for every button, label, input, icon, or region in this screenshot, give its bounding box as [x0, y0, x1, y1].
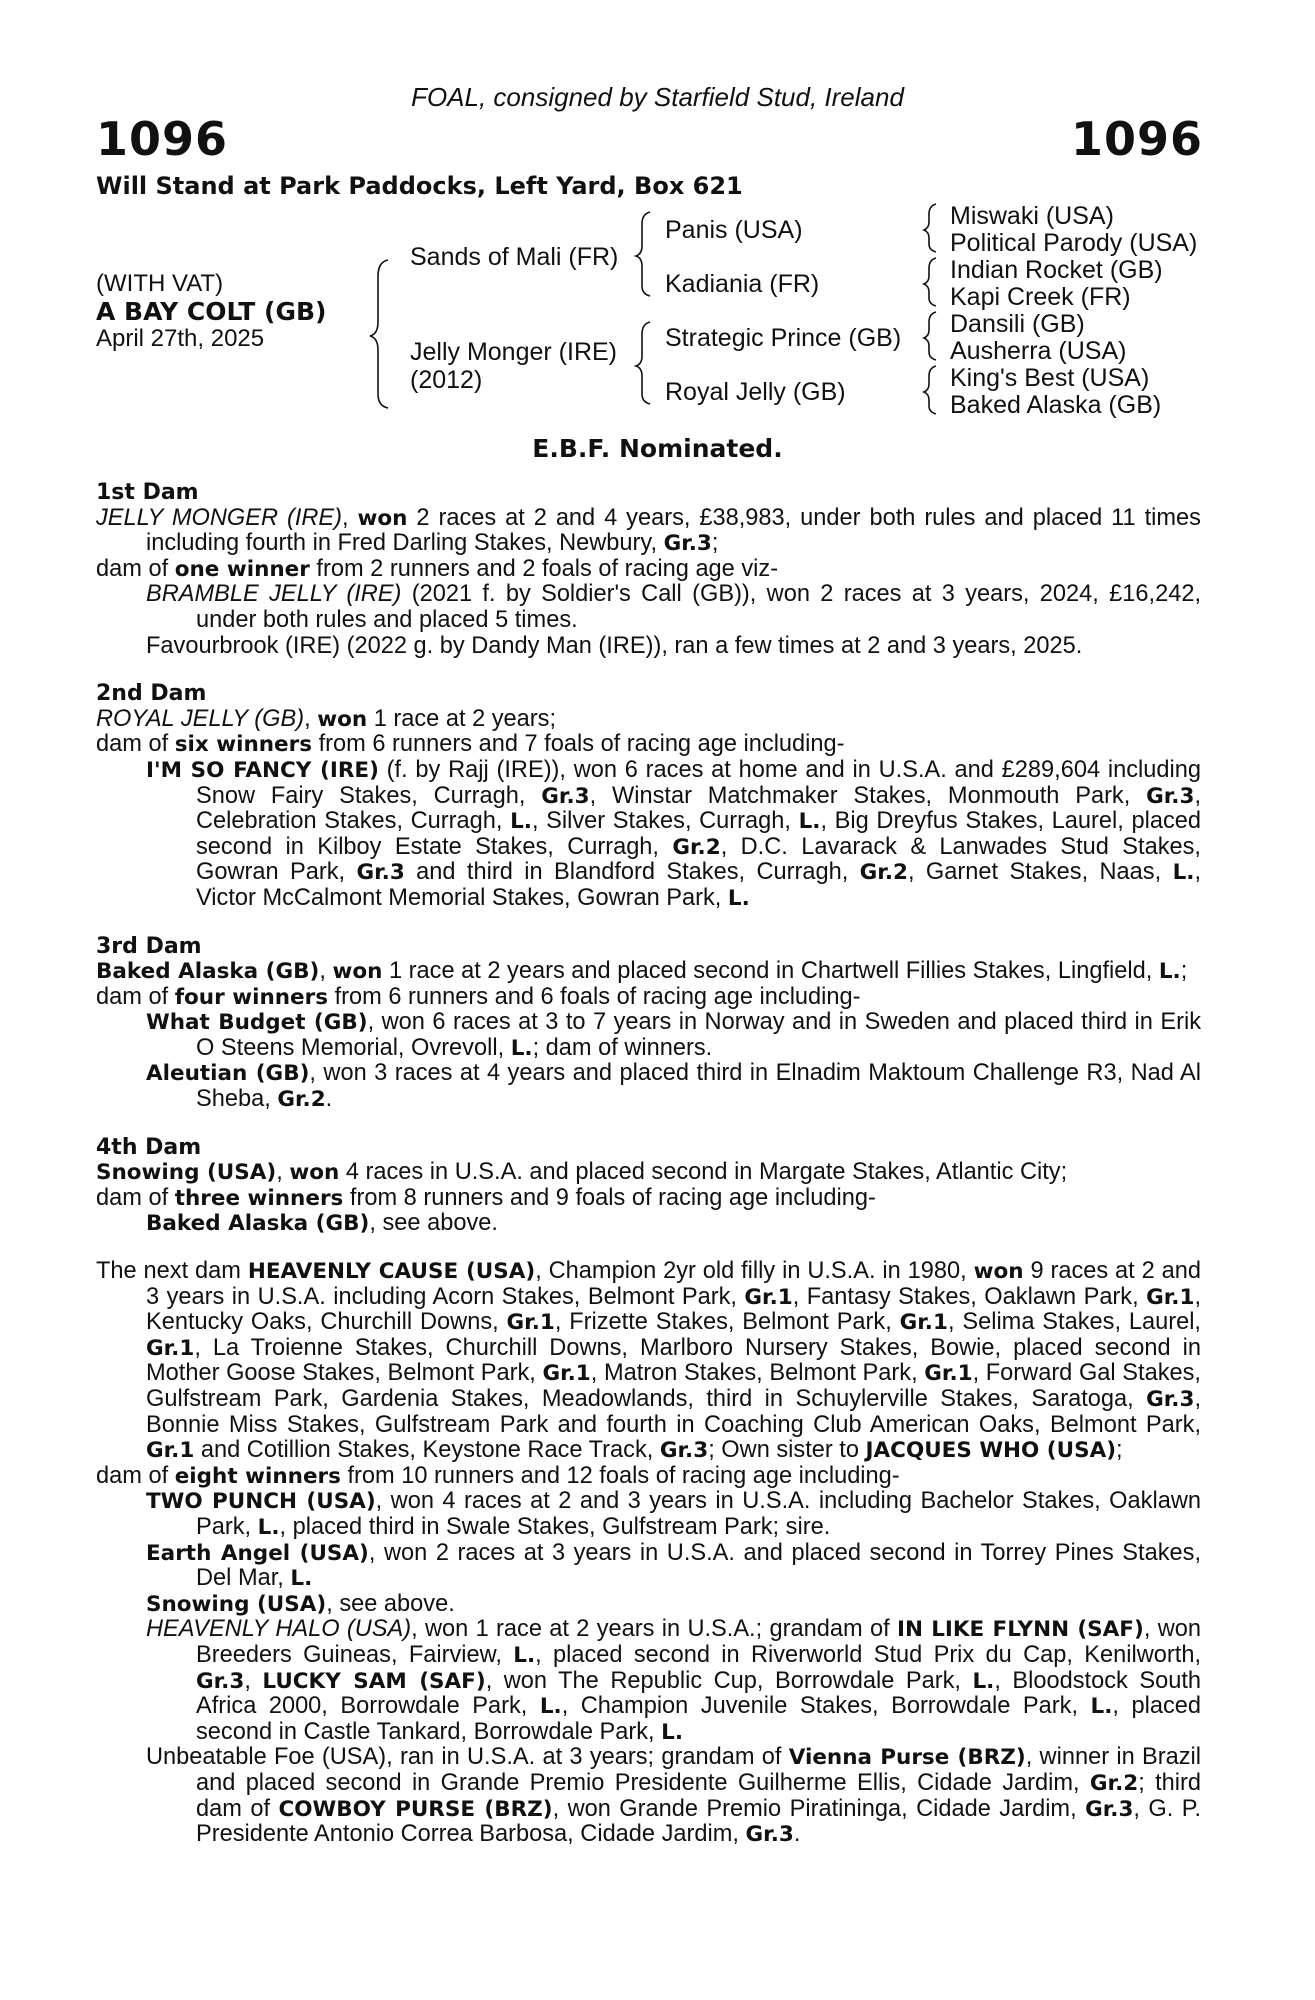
pedigree-gen3-3: Indian Rocket (GB)	[950, 256, 1163, 284]
first-dam-produce-2: Favourbrook (IRE) (2022 g. by Dandy Man (IRE)), ran a few times at 2 and 3 years, 2025.	[146, 632, 1083, 659]
fourth-dam-produce-1: Baked Alaska (GB), see above.	[146, 1210, 498, 1237]
pedigree-gen3-1: Miswaki (USA)	[950, 202, 1114, 230]
second-dam-record: ROYAL JELLY (GB), won 1 race at 2 years;	[96, 705, 557, 732]
third-dam-heading: 3rd Dam	[96, 933, 202, 959]
pedigree-dam-dam: Royal Jelly (GB)	[665, 378, 846, 406]
first-dam-heading: 1st Dam	[96, 480, 199, 505]
pedigree-gen3-5: Dansili (GB)	[950, 310, 1085, 338]
second-dam-heading: 2nd Dam	[96, 681, 207, 707]
pedigree-gen3-8: Baked Alaska (GB)	[950, 391, 1162, 419]
first-dam-record: JELLY MONGER (IRE), won 2 races at 2 and 4 years, £38,983, under both rules and placed 11 times including fourth in Fred Darling Stakes, Newbury, Gr.3;	[96, 504, 1201, 557]
third-dam-produce-summary: dam of four winners from 6 runners and 6 foals of racing age including-	[96, 983, 861, 1010]
first-dam-produce-1: BRAMBLE JELLY (IRE) (2021 f. by Soldier's Call (GB)), won 2 races at 3 years, 2024, £16,242, under both rules and placed 5 times.	[146, 581, 1201, 633]
next-dam-produce-2: Earth Angel (USA), won 2 races at 3 years in U.S.A. and placed second in Torrey Pines Stakes, Del Mar, L.	[146, 1539, 1201, 1592]
pedigree-gen3-6: Ausherra (USA)	[950, 337, 1127, 365]
fourth-dam-heading: 4th Dam	[96, 1134, 202, 1160]
fourth-dam-record: Snowing (USA), won 4 races in U.S.A. and placed second in Margate Stakes, Atlantic City;	[96, 1159, 1068, 1186]
main-brace	[370, 260, 388, 408]
dd-brace	[924, 366, 936, 414]
third-dam-record: Baked Alaska (GB), won 1 race at 2 years and placed second in Chartwell Fillies Stakes, Lingfield, L.;	[96, 958, 1188, 985]
third-dam-produce-1: What Budget (GB), won 6 races at 3 to 7 years in Norway and in Sweden and placed third in Erik O Steens Memorial, Ovrevoll, L.; dam of winners.	[146, 1009, 1201, 1061]
dam-brace	[636, 322, 650, 404]
pedigree-dam: Jelly Monger (IRE)	[410, 338, 617, 366]
next-dam-produce-5: Unbeatable Foe (USA), ran in U.S.A. at 3 years; grandam of Vienna Purse (BRZ), winner in Brazil and placed second in Grande Premio Presidente Guilherme Ellis, Cidade Jardim, Gr.2; third dam of COWBOY PURSE (BRZ), won Grande Premio Piratininga, Cidade Jardim, Gr.3, G. P. Presidente Antonio Correa Barbosa, Cidade Jardim, Gr.3.	[146, 1744, 1202, 1848]
catalogue-body	[96, 480, 1201, 1848]
consignment-line: FOAL, consigned by Starfield Stud, Ireland	[411, 82, 904, 112]
next-dam-produce-4: HEAVENLY HALO (USA), won 1 race at 2 years in U.S.A.; grandam of IN LIKE FLYNN (SAF), won Breeders Guineas, Fairview, L., placed second in Riverworld Stud Prix du Cap, Kenilworth, Gr.3, LUCKY SAM (SAF), won The Republic Cup, Borrowdale Park, L., Bloodstock South Africa 2000, Borrowdale Park, L., Champion Juvenile Stakes, Borrowdale Park, L., placed second in Castle Tankard, Borrowdale Park, L.	[146, 1616, 1202, 1745]
pedigree-gen3-7: King's Best (USA)	[950, 364, 1150, 392]
next-dam-produce-1: TWO PUNCH (USA), won 4 races at 2 and 3 years in U.S.A. including Bachelor Stakes, Oaklawn Park, L., placed third in Swale Stakes, Gulfstream Park; sire.	[146, 1488, 1201, 1540]
first-dam-produce-summary: dam of one winner from 2 runners and 2 foals of racing age viz-	[96, 555, 779, 582]
pedigree-dam-sire: Strategic Prince (GB)	[665, 324, 902, 352]
second-dam-produce-1: I'M SO FANCY (IRE) (f. by Rajj (IRE)), won 6 races at home and in U.S.A. and £289,604 including Snow Fairy Stakes, Curragh, Gr.3, Winstar Matchmaker Stakes, Monmouth Park, Gr.3, Celebration Stakes, Curragh, L., Silver Stakes, Curragh, L., Big Dreyfus Stakes, Laurel, placed second in Kilboy Estate Stakes, Curragh, Gr.2, D.C. Lavarack & Lanwades Stud Stakes, Gowran Park, Gr.3 and third in Blandford Stakes, Curragh, Gr.2, Garnet Stakes, Naas, L., Victor McCalmont Memorial Stakes, Gowran Park, L.	[146, 756, 1201, 911]
pedigree-gen3-2: Political Parody (USA)	[950, 229, 1198, 257]
pedigree-sire: Sands of Mali (FR)	[410, 243, 619, 271]
ds-brace	[924, 312, 936, 360]
next-dam-produce-summary: dam of eight winners from 10 runners and 12 foals of racing age including-	[96, 1462, 900, 1489]
lot-number-right: 1096	[1070, 112, 1203, 166]
horse-name: A BAY COLT (GB)	[96, 297, 327, 326]
third-dam-produce-2: Aleutian (GB), won 3 races at 4 years and placed third in Elnadim Maktoum Challenge R3, Nad Al Sheba, Gr.2.	[146, 1060, 1201, 1113]
ebf-nominated: E.B.F. Nominated.	[532, 434, 783, 463]
lot-number-left: 1096	[96, 112, 229, 166]
pedigree-dam-year: (2012)	[410, 366, 483, 394]
pedigree-sire-dam: Kadiania (FR)	[665, 270, 820, 298]
pedigree-sire-sire: Panis (USA)	[665, 216, 803, 244]
pedigree-gen3-4: Kapi Creek (FR)	[950, 283, 1131, 311]
second-dam-produce-summary: dam of six winners from 6 runners and 7 foals of racing age including-	[96, 731, 845, 758]
vat-note: (WITH VAT)	[96, 270, 224, 297]
sd-brace	[924, 258, 936, 306]
foaling-date: April 27th, 2025	[96, 325, 265, 352]
fourth-dam-produce-summary: dam of three winners from 8 runners and 9 foals of racing age including-	[96, 1184, 876, 1211]
sire-brace	[636, 212, 650, 296]
ss-brace	[924, 204, 936, 252]
section-spacer	[96, 1237, 1201, 1259]
stand-location: Will Stand at Park Paddocks, Left Yard, Box 621	[96, 172, 743, 200]
next-dam-record: The next dam HEAVENLY CAUSE (USA), Champion 2yr old filly in U.S.A. in 1980, won 9 races at 2 and 3 years in U.S.A. including Acorn Stakes, Belmont Park, Gr.1, Fantasy Stakes, Oaklawn Park, Gr.1, Kentucky Oaks, Churchill Downs, Gr.1, Frizette Stakes, Belmont Park, Gr.1, Selima Stakes, Laurel, Gr.1, La Troienne Stakes, Churchill Downs, Marlboro Nursery Stakes, Bowie, placed second in Mother Goose Stakes, Belmont Park, Gr.1, Matron Stakes, Belmont Park, Gr.1, Forward Gal Stakes, Gulfstream Park, Gardenia Stakes, Meadowlands, third in Schuylerville Stakes, Saratoga, Gr.3, Bonnie Miss Stakes, Gulfstream Park and fourth in Coaching Club American Oaks, Belmont Park, Gr.1 and Cotillion Stakes, Keystone Race Track, Gr.3; Own sister to JACQUES WHO (USA);	[96, 1258, 1201, 1464]
next-dam-produce-3: Snowing (USA), see above.	[146, 1590, 455, 1617]
